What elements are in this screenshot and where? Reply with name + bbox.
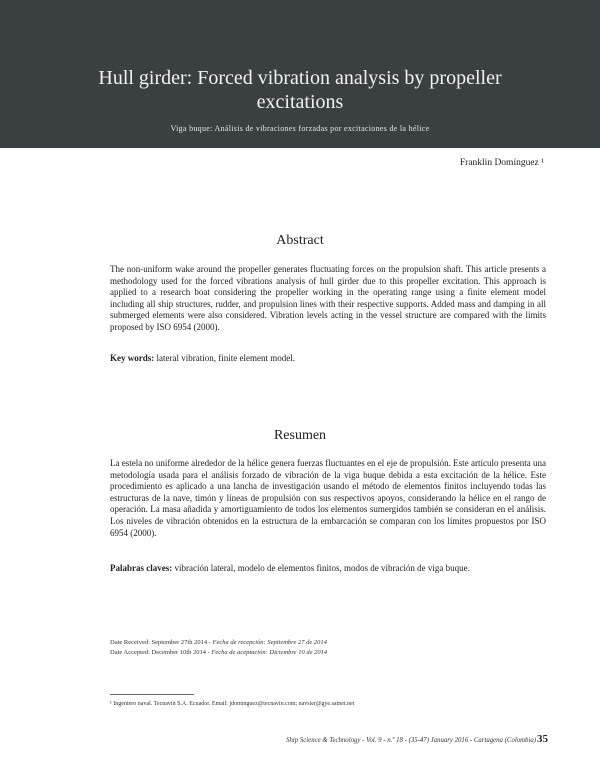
footnote: ¹ Ingeniero naval. Tecnavin S.A. Ecuador. Email: jdominguez@tecnavin.com; navsier@gye.satnet.net bbox=[110, 701, 355, 707]
keywords-label: Key words: bbox=[110, 353, 155, 363]
keywords-value: lateral vibration, finite element model. bbox=[154, 353, 295, 363]
resumen-text: La estela no uniforme alrededor de la hélice genera fuerzas fluctuantes en el eje de propulsión. Este artículo presenta una metodología usada para el análisis forzado de vibración de la viga buque debida a esta excitación de la hélice. Este procedimiento es aplicado a una lancha de investigación usando el método de elementos finitos incluyendo todas las estructuras de la nave, timón y líneas de propulsión con sus respectivos apoyos, considerando la hélice en el rango de operación. La masa añadida y amortiguamiento de todos los elementos sumergidos también se consideran en el análisis. Los niveles de vibración obtenidos en la estructura de la embarcación se comparan con los límites propuestos por ISO 6954 (2000). bbox=[110, 458, 546, 538]
abstract-keywords bbox=[110, 352, 546, 364]
date-accepted: Date Accepted: December 10th 2014 - Fecha de aceptación: Diciembre 10 de 2014 bbox=[110, 649, 328, 656]
dates-block bbox=[110, 638, 327, 658]
journal-footer: Ship Science & Technology - Vol. 9 - n.º 18 - (35-47) January 2016 - Cartagena (Colombia) bbox=[286, 737, 536, 744]
title-banner bbox=[0, 0, 600, 148]
palabras-claves-value: vibración lateral, modelo de elementos finitos, modos de vibración de viga buque. bbox=[172, 563, 470, 573]
paper-subtitle: Viga buque: Análisis de vibraciones forzadas por excitaciones de la hélice bbox=[170, 124, 430, 133]
resumen-keywords bbox=[110, 562, 546, 574]
paper-title: Hull girder: Forced vibration analysis by propeller excitations bbox=[98, 67, 502, 113]
page-number: 35 bbox=[537, 733, 548, 745]
date-received: Date Received: September 27th 2014 - Fecha de recepción: Septiembre 27 de 2014 bbox=[110, 639, 327, 646]
resumen-heading: Resumen bbox=[273, 428, 327, 443]
palabras-claves-label: Palabras claves: bbox=[110, 563, 173, 573]
abstract-heading: Abstract bbox=[276, 233, 324, 248]
author-name: Franklin Domínguez ¹ bbox=[459, 158, 544, 168]
abstract-text: The non-uniform wake around the propeller generates fluctuating forces on the propulsion shaft. This article presents a methodology used for the forced vibrations analysis of hull girder due to this propeller excitation. This approach is applied to a research boat considering the propeller working in the operating range using a finite element model including all ship structures, rudder, and propulsion lines with their respective supports. Added mass and damping in all submerged elements were also considered. Vibration levels acting in the vessel structure are compared with the limits proposed by ISO 6954 (2000). bbox=[110, 264, 546, 332]
footnote-divider bbox=[110, 694, 194, 695]
